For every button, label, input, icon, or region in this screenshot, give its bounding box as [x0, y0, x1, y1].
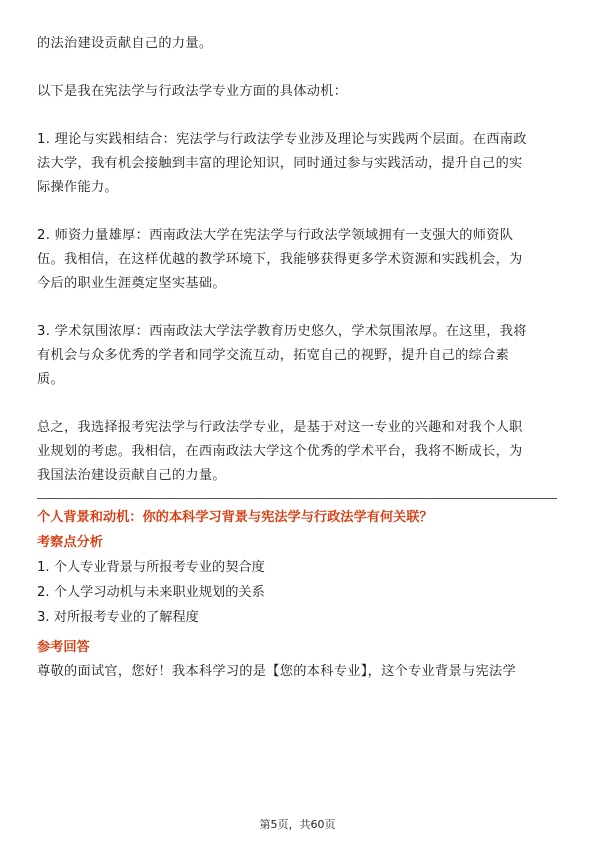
- text-line: 法大学，我有机会接触到丰富的理论知识，同时通过参与实践活动，提升自己的实: [37, 156, 523, 171]
- text-line: 伍。我相信，在这样优越的教学环境下，我能够获得更多学术资源和实践机会，为: [37, 252, 523, 267]
- list-item: 1. 个人专业背景与所报考专业的契合度: [37, 560, 265, 575]
- text-line: 有机会与众多优秀的学者和同学交流互动，拓宽自己的视野，提升自己的综合素: [37, 348, 510, 363]
- spacer: [37, 56, 557, 80]
- text-line: 我国法治建设贡献自己的力量。: [37, 468, 226, 483]
- analysis-list: [37, 555, 557, 630]
- answer-text: 尊敬的面试官，您好！我本科学习的是【您的本科专业】，这个专业背景与宪法学: [37, 664, 516, 679]
- page-number: 第5页，共60页: [259, 818, 336, 831]
- text-line: 质。: [37, 372, 64, 387]
- interview-question: 个人背景和动机：你的本科学习背景与宪法学与行政法学有何关联？: [37, 510, 433, 525]
- motivation-point-2: [37, 224, 557, 296]
- page-content: [37, 32, 557, 684]
- text-line: 际操作能力。: [37, 180, 118, 195]
- paragraph-intro: 以下是我在宪法学与行政法学专业方面的具体动机：: [37, 84, 348, 99]
- section-divider: [37, 498, 557, 499]
- text-line: 业规划的考虑。我相信，在西南政法大学这个优秀的学术平台，我将不断成长，为: [37, 444, 523, 459]
- answer-heading: 参考回答: [37, 640, 90, 655]
- analysis-heading: 考察点分析: [37, 535, 103, 550]
- text-line: 1. 理论与实践相结合：宪法学与行政法学专业涉及理论与实践两个层面。在西南政: [37, 132, 527, 147]
- spacer: [37, 296, 557, 320]
- paragraph-closing-fragment: 的法治建设贡献自己的力量。: [37, 36, 213, 51]
- motivation-point-3: [37, 320, 557, 392]
- text-line: 今后的职业生涯奠定坚实基础。: [37, 276, 226, 291]
- summary-paragraph: [37, 416, 557, 488]
- text-line: 3. 学术氛围浓厚：西南政法大学法学教育历史悠久，学术氛围浓厚。在这里，我将: [37, 324, 527, 339]
- spacer: [37, 392, 557, 416]
- list-item: 3. 对所报考专业的了解程度: [37, 610, 199, 625]
- list-item: 2. 个人学习动机与未来职业规划的关系: [37, 585, 265, 600]
- text-line: 总之，我选择报考宪法学与行政法学专业，是基于对这一专业的兴趣和对我个人职: [37, 420, 523, 435]
- spacer: [37, 200, 557, 224]
- spacer: [37, 104, 557, 128]
- motivation-point-1: [37, 128, 557, 200]
- text-line: 2. 师资力量雄厚：西南政法大学在宪法学与行政法学领域拥有一支强大的师资队: [37, 228, 514, 243]
